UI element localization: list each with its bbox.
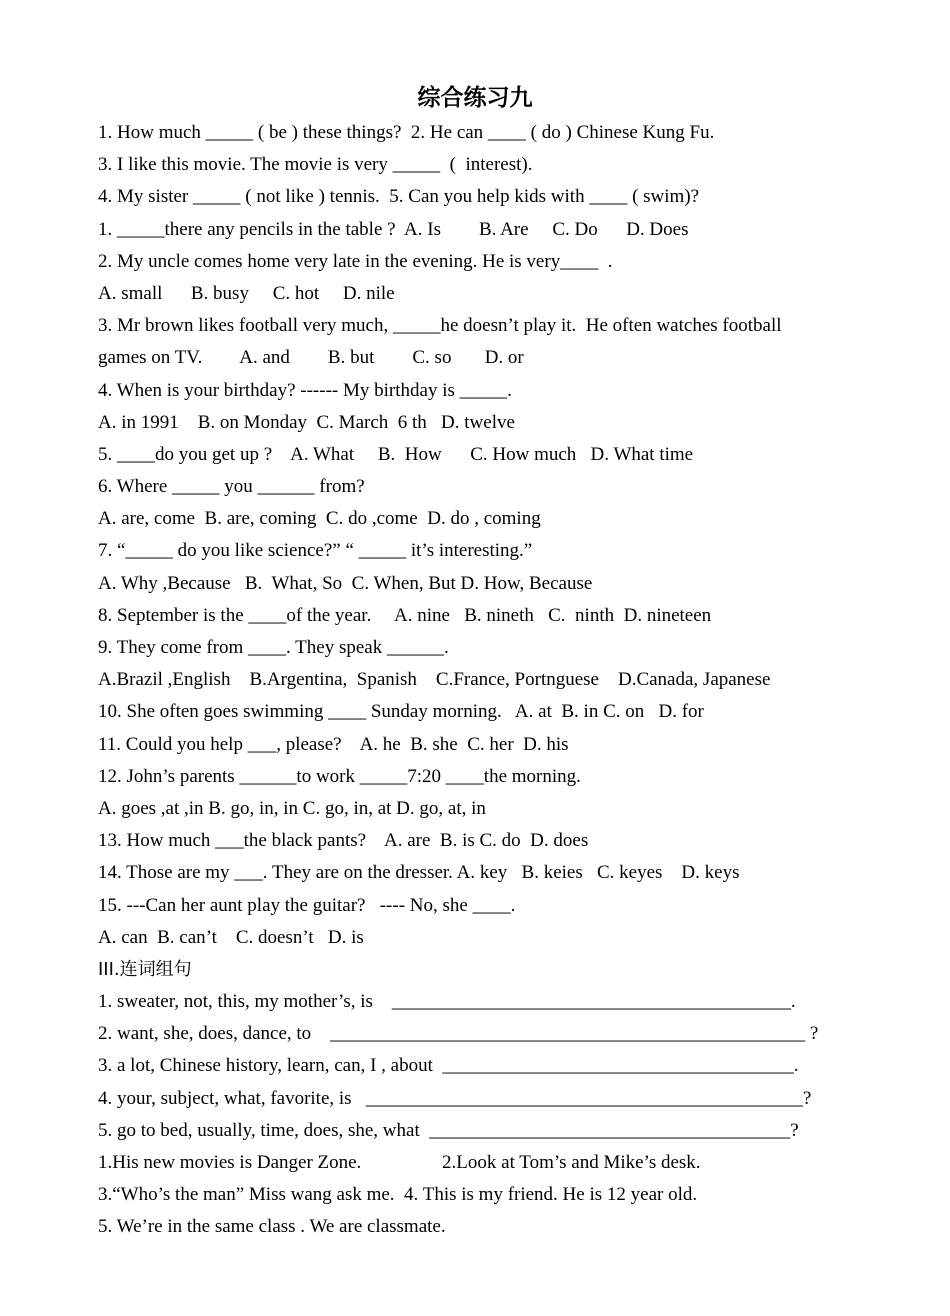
- exercise-line: 12. John’s parents ______to work _____7:20 ____the morning.: [98, 765, 581, 787]
- exercise-line: 1. How much _____ ( be ) these things? 2. He can ____ ( do ) Chinese Kung Fu.: [98, 122, 715, 143]
- exercise-line: 4. When is your birthday? ------ My birthday is _____.: [98, 379, 512, 401]
- exercise-line: 8. September is the ____of the year. A. nine B. nineth C. ninth D. nineteen: [98, 604, 712, 626]
- exercise-line: A. are, come B. are, coming C. do ,come D. do , coming: [98, 508, 541, 530]
- exercise-line: A. Why ,Because B. What, So C. When, But D. How, Because: [98, 572, 593, 594]
- exercise-line: 15. ---Can her aunt play the guitar? ---- No, she ____.: [98, 894, 516, 916]
- exercise-line: 3. Mr brown likes football very much, _____he doesn’t play it. He often watches football: [98, 315, 782, 337]
- exercise-body: [98, 117, 868, 1244]
- exercise-line: 9. They come from ____. They speak ______.: [98, 637, 449, 658]
- exercise-line: 1. sweater, not, this, my mother’s, is __________________________________________.: [98, 991, 796, 1013]
- exercise-line: A. goes ,at ,in B. go, in, in C. go, in, at D. go, at, in: [98, 797, 486, 819]
- exercise-line: 1.His new movies is Danger Zone. 2.Look at Tom’s and Mike’s desk.: [98, 1152, 701, 1173]
- exercise-line: 6. Where _____ you ______ from?: [98, 476, 365, 498]
- exercise-line: games on TV. A. and B. but C. so D. or: [98, 347, 524, 369]
- exercise-line: 5. go to bed, usually, time, does, she, what ______________________________________?: [98, 1119, 799, 1141]
- exercise-line: A.Brazil ,English B.Argentina, Spanish C.France, Portnguese D.Canada, Japanese: [98, 669, 771, 691]
- exercise-line: 1. _____there any pencils in the table ? A. Is B. Are C. Do D. Does: [98, 218, 689, 240]
- exercise-line: 2. want, she, does, dance, to __________________________________________________ ?: [98, 1023, 819, 1045]
- exercise-line: 14. Those are my ___. They are on the dresser. A. key B. keies C. keyes D. keys: [98, 862, 740, 884]
- exercise-line: 3.“Who’s the man” Miss wang ask me. 4. This is my friend. He is 12 year old.: [98, 1184, 698, 1206]
- exercise-line: 10. She often goes swimming ____ Sunday morning. A. at B. in C. on D. for: [98, 701, 704, 723]
- exercise-line: A. small B. busy C. hot D. nile: [98, 282, 395, 304]
- section-heading: III.连词组句: [98, 958, 192, 980]
- exercise-line: A. in 1991 B. on Monday C. March 6 th D. twelve: [98, 411, 515, 433]
- exercise-line: 3. I like this movie. The movie is very _____ ( interest).: [98, 154, 533, 176]
- exercise-line: 4. My sister _____ ( not like ) tennis. 5. Can you help kids with ____ ( swim)?: [98, 186, 700, 208]
- exercise-line: 4. your, subject, what, favorite, is ______________________________________________?: [98, 1087, 812, 1109]
- exercise-line: 13. How much ___the black pants? A. are B. is C. do D. does: [98, 830, 589, 852]
- exercise-line: 11. Could you help ___, please? A. he B. she C. her D. his: [98, 733, 569, 755]
- exercise-line: 3. a lot, Chinese history, learn, can, I , about _____________________________________.: [98, 1055, 799, 1077]
- exercise-line: 7. “_____ do you like science?” “ _____ it’s interesting.”: [98, 540, 533, 562]
- page-title: 综合练习九: [417, 85, 533, 111]
- exercise-line: A. can B. can’t C. doesn’t D. is: [98, 926, 364, 948]
- exercise-line: 5. ____do you get up ? A. What B. How C. How much D. What time: [98, 443, 694, 465]
- exercise-line: 5. We’re in the same class . We are classmate.: [98, 1216, 446, 1238]
- exercise-line: 2. My uncle comes home very late in the evening. He is very____ .: [98, 250, 613, 272]
